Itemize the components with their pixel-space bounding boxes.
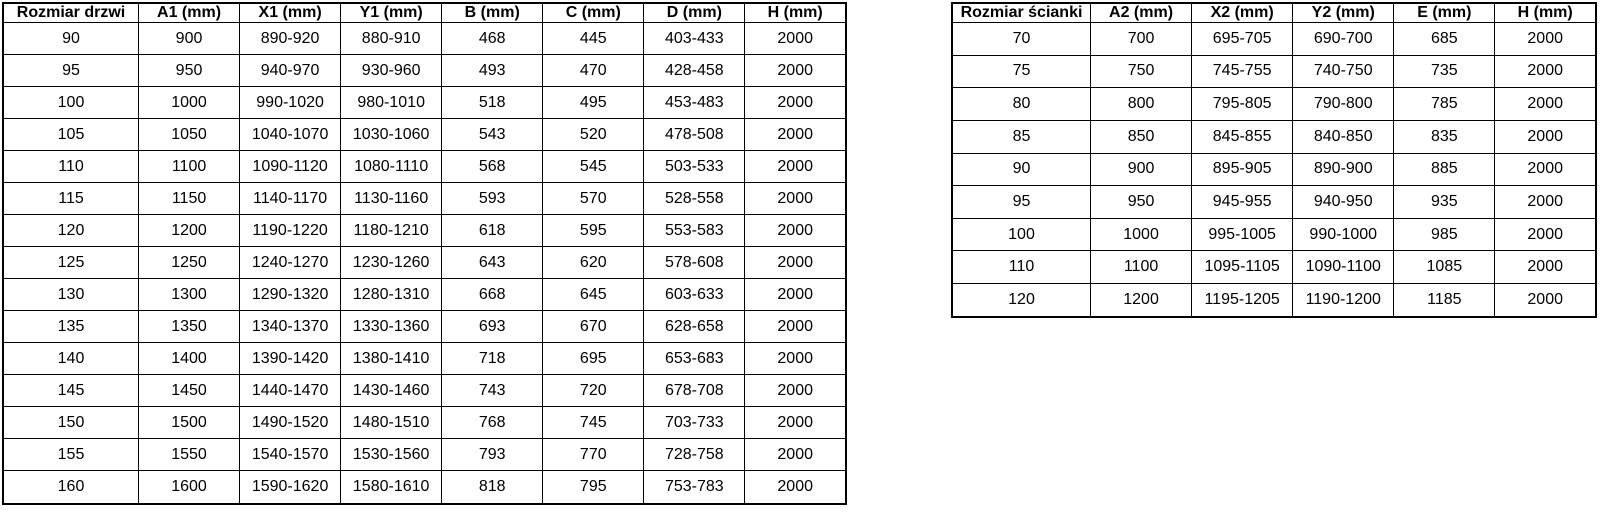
table-cell: 950 bbox=[1091, 186, 1192, 219]
table-cell: 695 bbox=[543, 343, 644, 375]
table-cell: 478-508 bbox=[644, 119, 745, 151]
table-cell: 95 bbox=[3, 55, 139, 87]
table-cell: 1500 bbox=[139, 407, 240, 439]
table-cell: 950 bbox=[139, 55, 240, 87]
table-cell: 2000 bbox=[745, 119, 846, 151]
table-cell: 1340-1370 bbox=[240, 311, 341, 343]
table-row bbox=[3, 119, 846, 151]
column-header: B (mm) bbox=[442, 3, 543, 23]
column-header: X1 (mm) bbox=[240, 3, 341, 23]
table-row bbox=[952, 284, 1596, 318]
column-header: H (mm) bbox=[745, 3, 846, 23]
table-cell: 403-433 bbox=[644, 23, 745, 55]
table-row bbox=[952, 55, 1596, 88]
table-cell: 493 bbox=[442, 55, 543, 87]
table-row bbox=[952, 88, 1596, 121]
wall-size-table bbox=[951, 2, 1597, 318]
table-cell: 703-733 bbox=[644, 407, 745, 439]
table-cell: 690-700 bbox=[1293, 23, 1394, 56]
table-cell: 100 bbox=[952, 218, 1091, 251]
table-cell: 543 bbox=[442, 119, 543, 151]
table-cell: 520 bbox=[543, 119, 644, 151]
table-cell: 453-483 bbox=[644, 87, 745, 119]
table-cell: 845-855 bbox=[1192, 120, 1293, 153]
table-cell: 2000 bbox=[745, 279, 846, 311]
table-cell: 2000 bbox=[745, 215, 846, 247]
table-cell: 628-658 bbox=[644, 311, 745, 343]
table-cell: 795 bbox=[543, 471, 644, 504]
table-cell: 1580-1610 bbox=[341, 471, 442, 504]
table-cell: 1130-1160 bbox=[341, 183, 442, 215]
table-cell: 2000 bbox=[745, 87, 846, 119]
table-cell: 995-1005 bbox=[1192, 218, 1293, 251]
table-cell: 140 bbox=[3, 343, 139, 375]
table-cell: 2000 bbox=[1495, 186, 1596, 219]
table-cell: 800 bbox=[1091, 88, 1192, 121]
table-cell: 1600 bbox=[139, 471, 240, 504]
table-cell: 990-1000 bbox=[1293, 218, 1394, 251]
table-cell: 840-850 bbox=[1293, 120, 1394, 153]
table-cell: 593 bbox=[442, 183, 543, 215]
table-cell: 2000 bbox=[1495, 88, 1596, 121]
table-cell: 670 bbox=[543, 311, 644, 343]
table-cell: 110 bbox=[3, 151, 139, 183]
table-row bbox=[952, 153, 1596, 186]
table-cell: 1330-1360 bbox=[341, 311, 442, 343]
table-cell: 1040-1070 bbox=[240, 119, 341, 151]
table-row bbox=[3, 55, 846, 87]
table-row bbox=[952, 186, 1596, 219]
table-cell: 900 bbox=[1091, 153, 1192, 186]
table-cell: 1490-1520 bbox=[240, 407, 341, 439]
column-header: A1 (mm) bbox=[139, 3, 240, 23]
table-cell: 1090-1120 bbox=[240, 151, 341, 183]
table-cell: 1250 bbox=[139, 247, 240, 279]
table-cell: 720 bbox=[543, 375, 644, 407]
table-cell: 1030-1060 bbox=[341, 119, 442, 151]
table-cell: 945-955 bbox=[1192, 186, 1293, 219]
table-cell: 743 bbox=[442, 375, 543, 407]
table-cell: 2000 bbox=[745, 439, 846, 471]
column-header: Rozmiar drzwi bbox=[3, 3, 139, 23]
table-cell: 1290-1320 bbox=[240, 279, 341, 311]
table-cell: 1200 bbox=[139, 215, 240, 247]
column-header: C (mm) bbox=[543, 3, 644, 23]
table-row bbox=[3, 279, 846, 311]
column-header: A2 (mm) bbox=[1091, 3, 1192, 23]
table-cell: 150 bbox=[3, 407, 139, 439]
table-cell: 1440-1470 bbox=[240, 375, 341, 407]
table-cell: 990-1020 bbox=[240, 87, 341, 119]
table-row bbox=[3, 311, 846, 343]
table-cell: 1185 bbox=[1394, 284, 1495, 318]
table-cell: 1195-1205 bbox=[1192, 284, 1293, 318]
table-cell: 885 bbox=[1394, 153, 1495, 186]
column-header: Y1 (mm) bbox=[341, 3, 442, 23]
table-row bbox=[3, 23, 846, 55]
table-cell: 668 bbox=[442, 279, 543, 311]
table-cell: 1430-1460 bbox=[341, 375, 442, 407]
table-cell: 568 bbox=[442, 151, 543, 183]
table-cell: 2000 bbox=[1495, 218, 1596, 251]
table-cell: 645 bbox=[543, 279, 644, 311]
table-cell: 1180-1210 bbox=[341, 215, 442, 247]
table-cell: 785 bbox=[1394, 88, 1495, 121]
table-cell: 1450 bbox=[139, 375, 240, 407]
table-cell: 1380-1410 bbox=[341, 343, 442, 375]
table-row bbox=[3, 343, 846, 375]
column-header: D (mm) bbox=[644, 3, 745, 23]
table-cell: 793 bbox=[442, 439, 543, 471]
table-cell: 795-805 bbox=[1192, 88, 1293, 121]
table-cell: 753-783 bbox=[644, 471, 745, 504]
table-cell: 1050 bbox=[139, 119, 240, 151]
table-cell: 768 bbox=[442, 407, 543, 439]
table-cell: 85 bbox=[952, 120, 1091, 153]
table-cell: 518 bbox=[442, 87, 543, 119]
table-row bbox=[3, 471, 846, 504]
table-cell: 1540-1570 bbox=[240, 439, 341, 471]
table-cell: 445 bbox=[543, 23, 644, 55]
header-row bbox=[952, 3, 1596, 23]
table-cell: 643 bbox=[442, 247, 543, 279]
table-cell: 160 bbox=[3, 471, 139, 504]
table-cell: 745 bbox=[543, 407, 644, 439]
table-cell: 1200 bbox=[1091, 284, 1192, 318]
table-cell: 130 bbox=[3, 279, 139, 311]
table-cell: 75 bbox=[952, 55, 1091, 88]
table-cell: 2000 bbox=[745, 183, 846, 215]
table-cell: 1190-1220 bbox=[240, 215, 341, 247]
column-header: H (mm) bbox=[1495, 3, 1596, 23]
table-cell: 1230-1260 bbox=[341, 247, 442, 279]
table-cell: 90 bbox=[3, 23, 139, 55]
table-cell: 2000 bbox=[745, 407, 846, 439]
table-cell: 105 bbox=[3, 119, 139, 151]
table-cell: 745-755 bbox=[1192, 55, 1293, 88]
table-cell: 693 bbox=[442, 311, 543, 343]
table-cell: 850 bbox=[1091, 120, 1192, 153]
table-cell: 110 bbox=[952, 251, 1091, 284]
table-cell: 2000 bbox=[745, 471, 846, 504]
table-cell: 2000 bbox=[745, 343, 846, 375]
table-cell: 1240-1270 bbox=[240, 247, 341, 279]
table-cell: 120 bbox=[952, 284, 1091, 318]
table-cell: 890-920 bbox=[240, 23, 341, 55]
table-cell: 603-633 bbox=[644, 279, 745, 311]
table-cell: 120 bbox=[3, 215, 139, 247]
table-row bbox=[3, 407, 846, 439]
table-cell: 1190-1200 bbox=[1293, 284, 1394, 318]
table-cell: 495 bbox=[543, 87, 644, 119]
table-cell: 750 bbox=[1091, 55, 1192, 88]
table-cell: 595 bbox=[543, 215, 644, 247]
table-cell: 1000 bbox=[139, 87, 240, 119]
table-cell: 545 bbox=[543, 151, 644, 183]
table-cell: 2000 bbox=[745, 151, 846, 183]
table-cell: 685 bbox=[1394, 23, 1495, 56]
table-cell: 940-950 bbox=[1293, 186, 1394, 219]
table-cell: 2000 bbox=[1495, 153, 1596, 186]
table-cell: 1150 bbox=[139, 183, 240, 215]
table-row bbox=[3, 215, 846, 247]
table-cell: 985 bbox=[1394, 218, 1495, 251]
column-header: E (mm) bbox=[1394, 3, 1495, 23]
table-cell: 553-583 bbox=[644, 215, 745, 247]
table-cell: 135 bbox=[3, 311, 139, 343]
table-row bbox=[952, 218, 1596, 251]
table-cell: 900 bbox=[139, 23, 240, 55]
table-cell: 895-905 bbox=[1192, 153, 1293, 186]
column-header: Rozmiar ścianki bbox=[952, 3, 1091, 23]
table-cell: 428-458 bbox=[644, 55, 745, 87]
table-cell: 2000 bbox=[745, 311, 846, 343]
table-cell: 155 bbox=[3, 439, 139, 471]
table-cell: 570 bbox=[543, 183, 644, 215]
table-cell: 2000 bbox=[1495, 251, 1596, 284]
table-cell: 728-758 bbox=[644, 439, 745, 471]
table-cell: 1090-1100 bbox=[1293, 251, 1394, 284]
table-cell: 70 bbox=[952, 23, 1091, 56]
table-row bbox=[3, 87, 846, 119]
table-cell: 1400 bbox=[139, 343, 240, 375]
table-cell: 1550 bbox=[139, 439, 240, 471]
table-cell: 95 bbox=[952, 186, 1091, 219]
table-cell: 2000 bbox=[1495, 55, 1596, 88]
table-row bbox=[3, 183, 846, 215]
table-row bbox=[3, 375, 846, 407]
table-cell: 2000 bbox=[1495, 284, 1596, 318]
table-cell: 790-800 bbox=[1293, 88, 1394, 121]
table-cell: 1100 bbox=[139, 151, 240, 183]
table-cell: 1140-1170 bbox=[240, 183, 341, 215]
header-row bbox=[3, 3, 846, 23]
table-cell: 695-705 bbox=[1192, 23, 1293, 56]
table-row bbox=[3, 439, 846, 471]
table-cell: 620 bbox=[543, 247, 644, 279]
table-cell: 1280-1310 bbox=[341, 279, 442, 311]
table-cell: 1480-1510 bbox=[341, 407, 442, 439]
table-cell: 930-960 bbox=[341, 55, 442, 87]
table-cell: 653-683 bbox=[644, 343, 745, 375]
table-cell: 835 bbox=[1394, 120, 1495, 153]
column-header: X2 (mm) bbox=[1192, 3, 1293, 23]
table-row bbox=[3, 151, 846, 183]
table-cell: 700 bbox=[1091, 23, 1192, 56]
table-cell: 503-533 bbox=[644, 151, 745, 183]
table-cell: 1100 bbox=[1091, 251, 1192, 284]
table-cell: 1085 bbox=[1394, 251, 1495, 284]
table-cell: 1530-1560 bbox=[341, 439, 442, 471]
table-row bbox=[952, 23, 1596, 56]
table-cell: 125 bbox=[3, 247, 139, 279]
table-cell: 528-558 bbox=[644, 183, 745, 215]
table-row bbox=[952, 120, 1596, 153]
table-row bbox=[952, 251, 1596, 284]
table-cell: 735 bbox=[1394, 55, 1495, 88]
table-cell: 935 bbox=[1394, 186, 1495, 219]
table-cell: 468 bbox=[442, 23, 543, 55]
table-cell: 145 bbox=[3, 375, 139, 407]
table-row bbox=[3, 247, 846, 279]
table-cell: 1000 bbox=[1091, 218, 1192, 251]
table-cell: 115 bbox=[3, 183, 139, 215]
table-cell: 2000 bbox=[1495, 23, 1596, 56]
table-cell: 1300 bbox=[139, 279, 240, 311]
table-cell: 2000 bbox=[1495, 120, 1596, 153]
table-cell: 940-970 bbox=[240, 55, 341, 87]
table-cell: 678-708 bbox=[644, 375, 745, 407]
column-header: Y2 (mm) bbox=[1293, 3, 1394, 23]
table-cell: 980-1010 bbox=[341, 87, 442, 119]
table-cell: 100 bbox=[3, 87, 139, 119]
table-cell: 470 bbox=[543, 55, 644, 87]
table-cell: 818 bbox=[442, 471, 543, 504]
table-cell: 890-900 bbox=[1293, 153, 1394, 186]
table-cell: 770 bbox=[543, 439, 644, 471]
table-cell: 1390-1420 bbox=[240, 343, 341, 375]
table-cell: 880-910 bbox=[341, 23, 442, 55]
table-cell: 2000 bbox=[745, 375, 846, 407]
table-cell: 1080-1110 bbox=[341, 151, 442, 183]
table-cell: 1590-1620 bbox=[240, 471, 341, 504]
table-cell: 1095-1105 bbox=[1192, 251, 1293, 284]
table-cell: 2000 bbox=[745, 247, 846, 279]
table-cell: 2000 bbox=[745, 23, 846, 55]
table-cell: 1350 bbox=[139, 311, 240, 343]
table-cell: 90 bbox=[952, 153, 1091, 186]
table-cell: 618 bbox=[442, 215, 543, 247]
table-cell: 718 bbox=[442, 343, 543, 375]
table-cell: 740-750 bbox=[1293, 55, 1394, 88]
table-cell: 80 bbox=[952, 88, 1091, 121]
table-cell: 2000 bbox=[745, 55, 846, 87]
table-cell: 578-608 bbox=[644, 247, 745, 279]
door-size-table bbox=[2, 2, 847, 505]
